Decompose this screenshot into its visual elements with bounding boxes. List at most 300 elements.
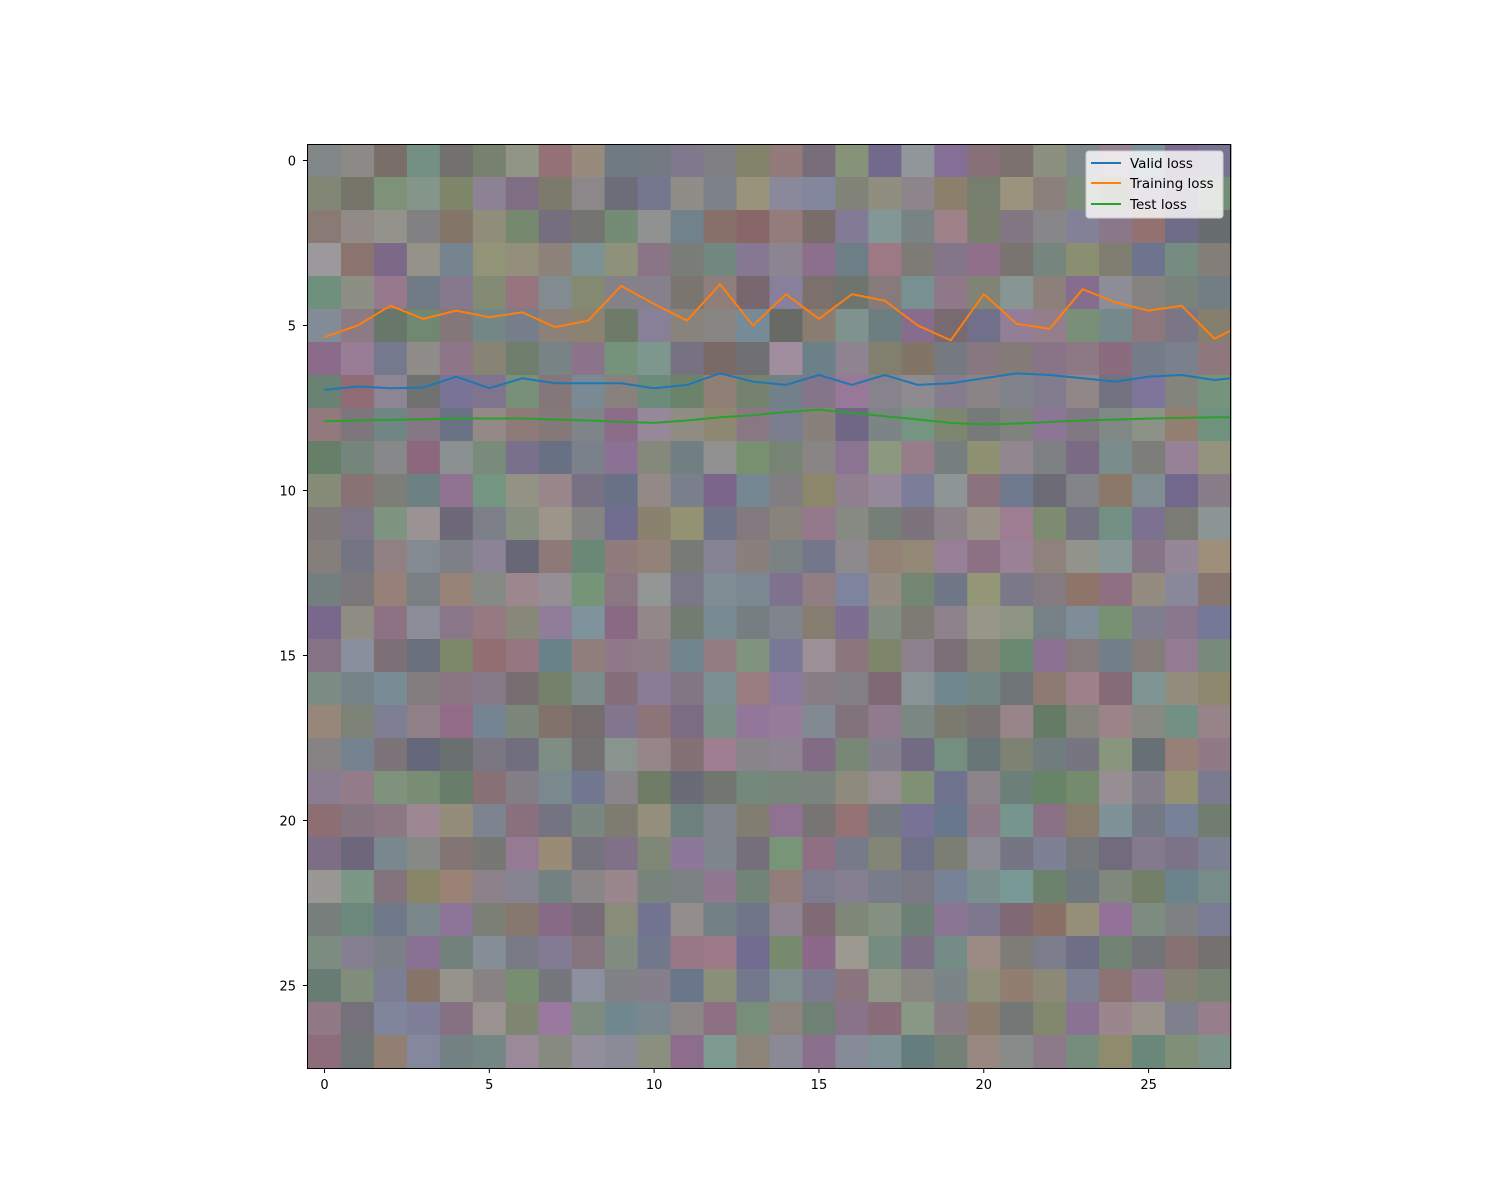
heatmap-cell (1099, 408, 1133, 442)
heatmap-cell (605, 144, 639, 178)
heatmap-cell (407, 870, 441, 904)
heatmap-cell (868, 177, 902, 211)
heatmap-cell (1198, 804, 1232, 838)
heatmap-cell (934, 738, 968, 772)
heatmap-cell (605, 441, 639, 475)
heatmap-cell (671, 870, 705, 904)
heatmap-cell (802, 474, 836, 508)
heatmap-cell (868, 573, 902, 607)
heatmap-cell (802, 441, 836, 475)
heatmap-cell (1165, 672, 1199, 706)
heatmap-cell (802, 210, 836, 244)
heatmap-cell (967, 804, 1001, 838)
heatmap-cell (374, 969, 408, 1003)
heatmap-cell (1099, 573, 1133, 607)
heatmap-cell (802, 1002, 836, 1036)
heatmap-cell (341, 540, 375, 574)
heatmap-cell (934, 672, 968, 706)
heatmap-cell (868, 375, 902, 409)
heatmap-cell (539, 771, 573, 805)
heatmap-cell (671, 606, 705, 640)
heatmap-cell (506, 243, 540, 277)
heatmap-cell (1000, 903, 1034, 937)
heatmap-cell (605, 177, 639, 211)
heatmap-cell (671, 474, 705, 508)
heatmap-cell (802, 507, 836, 541)
heatmap-cell (308, 342, 342, 376)
heatmap-cell (671, 738, 705, 772)
heatmap-cell (1099, 870, 1133, 904)
heatmap-cell (1165, 1002, 1199, 1036)
heatmap-cell (868, 441, 902, 475)
heatmap-cell (440, 738, 474, 772)
heatmap-cell (1132, 738, 1166, 772)
heatmap-cell (1099, 738, 1133, 772)
heatmap-cell (967, 606, 1001, 640)
heatmap-cell (835, 1035, 869, 1069)
heatmap-cell (1033, 573, 1067, 607)
heatmap-cell (704, 177, 738, 211)
heatmap-cell (1198, 672, 1232, 706)
heatmap-cell (605, 375, 639, 409)
heatmap-cell (1198, 969, 1232, 1003)
heatmap-cell (1066, 342, 1100, 376)
heatmap-cell (506, 738, 540, 772)
heatmap-cell (605, 936, 639, 970)
x-tick-label: 25 (1140, 1078, 1157, 1093)
heatmap-cell (802, 309, 836, 343)
heatmap-cell (440, 639, 474, 673)
heatmap-cell (473, 408, 507, 442)
heatmap-cell (638, 474, 672, 508)
heatmap-cell (671, 342, 705, 376)
x-tick-label: 10 (645, 1078, 663, 1093)
heatmap-cell (868, 705, 902, 739)
heatmap-cell (374, 936, 408, 970)
heatmap-cell (835, 738, 869, 772)
heatmap-cell (308, 639, 342, 673)
heatmap-cell (770, 804, 804, 838)
heatmap-cell (934, 540, 968, 574)
heatmap-cell (1198, 474, 1232, 508)
heatmap-cell (341, 210, 375, 244)
heatmap-cell (440, 210, 474, 244)
heatmap-cell (1066, 474, 1100, 508)
heatmap-cell (407, 540, 441, 574)
heatmap-cell (1000, 507, 1034, 541)
heatmap-cell (737, 903, 771, 937)
heatmap-cell (407, 672, 441, 706)
heatmap-cell (1000, 441, 1034, 475)
heatmap-cell (802, 1035, 836, 1069)
heatmap-cell (967, 177, 1001, 211)
heatmap-cell (374, 837, 408, 871)
heatmap-cell (835, 639, 869, 673)
heatmap-cell (1033, 969, 1067, 1003)
heatmap-cell (506, 144, 540, 178)
heatmap-cell (374, 771, 408, 805)
heatmap-cell (374, 606, 408, 640)
heatmap-cell (473, 837, 507, 871)
heatmap-cell (868, 540, 902, 574)
heatmap-cell (1132, 672, 1166, 706)
heatmap-cell (1165, 408, 1199, 442)
heatmap-cell (572, 177, 606, 211)
heatmap-cell (770, 837, 804, 871)
heatmap-cell (737, 276, 771, 310)
heatmap-cell (835, 573, 869, 607)
heatmap-cell (407, 210, 441, 244)
heatmap-cell (308, 870, 342, 904)
heatmap-cell (1033, 837, 1067, 871)
heatmap-cell (572, 837, 606, 871)
heatmap-cell (1066, 1002, 1100, 1036)
heatmap-cell (572, 639, 606, 673)
heatmap-cell (539, 705, 573, 739)
heatmap-cell (967, 870, 1001, 904)
heatmap-cell (835, 243, 869, 277)
heatmap-cell (868, 639, 902, 673)
heatmap-cell (638, 408, 672, 442)
heatmap-cell (374, 342, 408, 376)
heatmap-cell (901, 276, 935, 310)
heatmap-cell (638, 441, 672, 475)
heatmap-cell (704, 540, 738, 574)
heatmap-cell (539, 606, 573, 640)
heatmap-cell (473, 936, 507, 970)
heatmap-cell (539, 474, 573, 508)
heatmap-cell (967, 540, 1001, 574)
heatmap-cell (1066, 507, 1100, 541)
heatmap-cell (440, 903, 474, 937)
heatmap-cell (374, 507, 408, 541)
heatmap-cell (770, 243, 804, 277)
x-tick-label: 20 (975, 1078, 993, 1093)
heatmap-cell (539, 408, 573, 442)
heatmap-cell (901, 144, 935, 178)
heatmap-cell (605, 474, 639, 508)
heatmap-cell (1132, 573, 1166, 607)
heatmap-cell (1066, 276, 1100, 310)
heatmap-cell (506, 903, 540, 937)
heatmap-cell (967, 243, 1001, 277)
heatmap-cell (638, 573, 672, 607)
heatmap-cell (1165, 441, 1199, 475)
heatmap-cell (407, 342, 441, 376)
heatmap-cell (737, 969, 771, 1003)
heatmap-cell (506, 870, 540, 904)
heatmap-cell (901, 639, 935, 673)
heatmap-cell (901, 1035, 935, 1069)
heatmap-cell (539, 144, 573, 178)
heatmap-cell (934, 771, 968, 805)
heatmap-cell (901, 870, 935, 904)
heatmap-cell (835, 837, 869, 871)
heatmap-cell (407, 837, 441, 871)
heatmap-cell (572, 210, 606, 244)
heatmap-cell (341, 903, 375, 937)
heatmap-cell (1132, 474, 1166, 508)
heatmap-cell (539, 309, 573, 343)
heatmap-cell (473, 804, 507, 838)
heatmap-cell (1099, 507, 1133, 541)
heatmap-cell (737, 243, 771, 277)
heatmap-cell (1099, 474, 1133, 508)
heatmap-cell (539, 1035, 573, 1069)
heatmap-cell (308, 936, 342, 970)
heatmap-cell (407, 1035, 441, 1069)
heatmap-cell (440, 507, 474, 541)
heatmap-cell (868, 870, 902, 904)
heatmap-cell (770, 210, 804, 244)
heatmap-cell (374, 144, 408, 178)
heatmap-cell (934, 903, 968, 937)
heatmap-cell (671, 903, 705, 937)
heatmap-cell (901, 837, 935, 871)
heatmap-cell (638, 606, 672, 640)
x-tick-label: 5 (485, 1078, 494, 1093)
heatmap-cell (440, 573, 474, 607)
heatmap-cell (770, 738, 804, 772)
heatmap-cell (704, 870, 738, 904)
heatmap-cell (572, 573, 606, 607)
heatmap-cell (1132, 936, 1166, 970)
heatmap-cell (308, 144, 342, 178)
heatmap-cell (1132, 375, 1166, 409)
heatmap-cell (868, 837, 902, 871)
heatmap-cell (901, 177, 935, 211)
heatmap-cell (704, 771, 738, 805)
heatmap-cell (770, 672, 804, 706)
heatmap-cell (802, 903, 836, 937)
heatmap-cell (770, 606, 804, 640)
heatmap-cell (967, 342, 1001, 376)
heatmap-cell (506, 1035, 540, 1069)
heatmap-cell (440, 540, 474, 574)
heatmap-cell (967, 639, 1001, 673)
heatmap-cell (671, 507, 705, 541)
heatmap-cell (1165, 540, 1199, 574)
heatmap-cell (308, 969, 342, 1003)
heatmap-cell (737, 408, 771, 442)
heatmap-cell (1000, 738, 1034, 772)
heatmap-cell (539, 243, 573, 277)
heatmap-cell (473, 903, 507, 937)
heatmap-cell (1198, 1035, 1232, 1069)
heatmap-cell (341, 177, 375, 211)
heatmap-cell (934, 177, 968, 211)
heatmap-cell (407, 771, 441, 805)
heatmap-cell (638, 144, 672, 178)
heatmap-cell (967, 573, 1001, 607)
heatmap-cell (1198, 870, 1232, 904)
heatmap-cell (572, 969, 606, 1003)
heatmap-cell (539, 375, 573, 409)
heatmap-cell (341, 408, 375, 442)
heatmap-cell (308, 705, 342, 739)
heatmap-cell (671, 771, 705, 805)
heatmap-cell (671, 441, 705, 475)
heatmap-cell (1099, 705, 1133, 739)
heatmap-cell (341, 243, 375, 277)
heatmap-cell (770, 1002, 804, 1036)
heatmap-cell (605, 408, 639, 442)
heatmap-cell (1033, 639, 1067, 673)
heatmap-cell (934, 606, 968, 640)
heatmap-cell (901, 969, 935, 1003)
heatmap-cell (1066, 408, 1100, 442)
heatmap-cell (1000, 672, 1034, 706)
heatmap-cell (934, 969, 968, 1003)
heatmap-cell (1165, 936, 1199, 970)
heatmap-cell (1000, 144, 1034, 178)
heatmap-cell (539, 1002, 573, 1036)
heatmap-cell (407, 936, 441, 970)
heatmap-cell (308, 177, 342, 211)
heatmap-cell (473, 672, 507, 706)
heatmap-cell (605, 540, 639, 574)
heatmap-cell (1066, 870, 1100, 904)
heatmap-cell (638, 1035, 672, 1069)
heatmap-cell (407, 408, 441, 442)
heatmap-cell (802, 375, 836, 409)
y-tick-label: 5 (287, 319, 296, 335)
heatmap-cell (605, 507, 639, 541)
heatmap-cell (967, 837, 1001, 871)
heatmap-cell (1066, 540, 1100, 574)
heatmap-cell (737, 441, 771, 475)
heatmap-cell (1165, 969, 1199, 1003)
heatmap-cell (901, 540, 935, 574)
heatmap-cell (407, 804, 441, 838)
heatmap-cell (638, 705, 672, 739)
heatmap-cell (1099, 540, 1133, 574)
heatmap-cell (737, 1002, 771, 1036)
heatmap-cell (967, 144, 1001, 178)
heatmap-cell (835, 606, 869, 640)
heatmap-cell (605, 672, 639, 706)
heatmap-cell (934, 1035, 968, 1069)
heatmap-cell (1132, 309, 1166, 343)
heatmap-cell (374, 870, 408, 904)
heatmap-cell (341, 375, 375, 409)
y-tick-label: 25 (279, 979, 296, 995)
heatmap-cell (1066, 771, 1100, 805)
heatmap-cell (572, 606, 606, 640)
heatmap-cell (1132, 1035, 1166, 1069)
heatmap-cell (440, 771, 474, 805)
heatmap-cell (341, 672, 375, 706)
legend-label-test-loss: Test loss (1130, 197, 1187, 213)
heatmap-cell (506, 210, 540, 244)
heatmap-cell (704, 441, 738, 475)
heatmap-cell (572, 474, 606, 508)
heatmap-cell (341, 573, 375, 607)
heatmap-cell (407, 474, 441, 508)
heatmap-cell (901, 672, 935, 706)
heatmap-cell (802, 177, 836, 211)
heatmap-cell (671, 177, 705, 211)
heatmap-cell (835, 804, 869, 838)
heatmap-cell (374, 540, 408, 574)
heatmap-cell (605, 870, 639, 904)
heatmap-cell (341, 441, 375, 475)
heatmap-cell (737, 738, 771, 772)
heatmap-cell (737, 771, 771, 805)
heatmap-cell (506, 1002, 540, 1036)
heatmap-cell (539, 870, 573, 904)
heatmap-cell (539, 837, 573, 871)
heatmap-cell (1099, 771, 1133, 805)
heatmap-cell (341, 837, 375, 871)
heatmap-cell (638, 804, 672, 838)
heatmap-cell (1066, 243, 1100, 277)
heatmap-cell (506, 540, 540, 574)
heatmap-cell (737, 936, 771, 970)
heatmap-cell (1132, 342, 1166, 376)
heatmap-cell (770, 771, 804, 805)
heatmap-cell (539, 903, 573, 937)
heatmap-cell (1132, 1002, 1166, 1036)
heatmap-cell (539, 804, 573, 838)
heatmap-cell (572, 903, 606, 937)
heatmap-cell (1132, 540, 1166, 574)
heatmap-cell (704, 969, 738, 1003)
heatmap-cell (1000, 771, 1034, 805)
heatmap-cell (440, 804, 474, 838)
heatmap-cell (901, 375, 935, 409)
heatmap-cell (1000, 375, 1034, 409)
heatmap-cell (770, 507, 804, 541)
heatmap-cell (737, 210, 771, 244)
heatmap-cell (1033, 936, 1067, 970)
heatmap-cell (802, 672, 836, 706)
heatmap-cell (934, 309, 968, 343)
heatmap-cell (934, 276, 968, 310)
heatmap-cell (770, 639, 804, 673)
heatmap-cell (1033, 1035, 1067, 1069)
heatmap-cell (704, 309, 738, 343)
heatmap-cell (671, 573, 705, 607)
heatmap-cell (1066, 309, 1100, 343)
heatmap-cell (1132, 639, 1166, 673)
heatmap-cell (374, 1002, 408, 1036)
heatmap-cell (1033, 375, 1067, 409)
heatmap-cell (770, 870, 804, 904)
heatmap-cell (1099, 639, 1133, 673)
heatmap-cell (506, 441, 540, 475)
heatmap-cell (374, 375, 408, 409)
heatmap-cell (1000, 969, 1034, 1003)
heatmap-cell (967, 441, 1001, 475)
legend-label-valid-loss: Valid loss (1130, 156, 1193, 172)
heatmap-cell (967, 210, 1001, 244)
heatmap-cell (638, 771, 672, 805)
heatmap-cell (374, 738, 408, 772)
heatmap-cell (1165, 507, 1199, 541)
heatmap-cell (1099, 243, 1133, 277)
heatmap-cell (341, 342, 375, 376)
heatmap-cell (802, 573, 836, 607)
heatmap-cell (737, 837, 771, 871)
heatmap-cell (473, 705, 507, 739)
heatmap-cell (407, 738, 441, 772)
heatmap-cell (1066, 705, 1100, 739)
heatmap-cell (1198, 408, 1232, 442)
heatmap-cell (1000, 639, 1034, 673)
heatmap-cell (704, 903, 738, 937)
heatmap-cell (1066, 837, 1100, 871)
